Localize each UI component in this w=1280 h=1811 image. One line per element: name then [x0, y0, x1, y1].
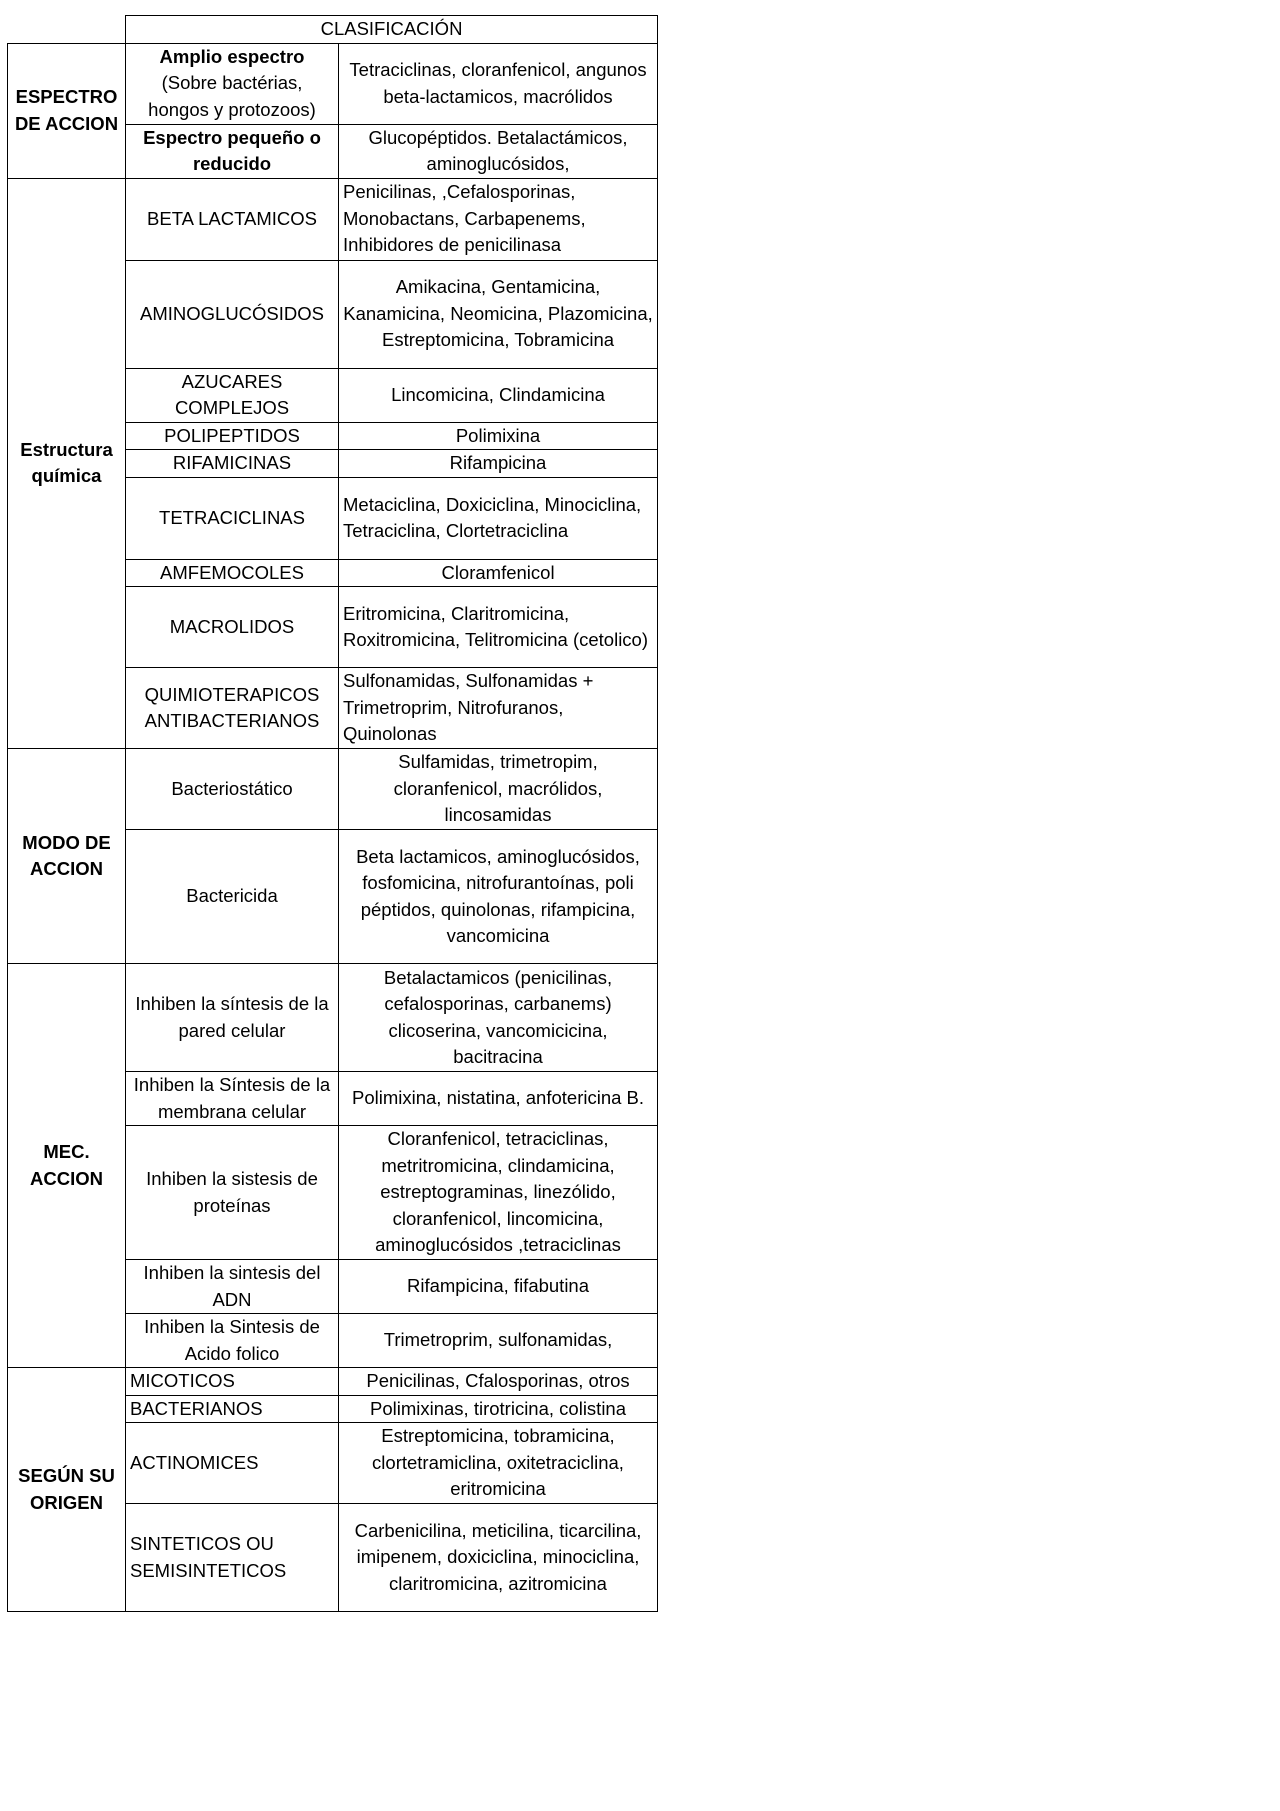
subcategory-cell: Inhiben la sistesis de proteínas: [126, 1126, 339, 1260]
table-row: [8, 749, 658, 830]
table-row: [8, 964, 658, 1072]
value-cell: Metaciclina, Doxiciclina, Minociclina, Tetraciclina, Clortetraciclina: [339, 477, 658, 559]
value-cell: Lincomicina, Clindamicina: [339, 368, 658, 422]
subcategory-cell: MACROLIDOS: [126, 587, 339, 668]
value-cell: Trimetroprim, sulfonamidas,: [339, 1314, 658, 1368]
subcategory-cell: BACTERIANOS: [126, 1395, 339, 1423]
subcategory-cell: QUIMIOTERAPICOS ANTIBACTERIANOS: [126, 668, 339, 749]
value-cell: Estreptomicina, tobramicina, clortetramiclina, oxitetraciclina, eritromicina: [339, 1423, 658, 1504]
table-row: [8, 43, 658, 124]
subcategory-cell: TETRACICLINAS: [126, 477, 339, 559]
subcategory-cell: AMFEMOCOLES: [126, 559, 339, 587]
value-cell: Betalactamicos (penicilinas, cefalosporinas, carbanems) clicoserina, vancomicicina, bacitracina: [339, 964, 658, 1072]
table-title: CLASIFICACIÓN: [126, 16, 658, 44]
table-row: [8, 1368, 658, 1396]
subcategory-cell: SINTETICOS OU SEMISINTETICOS: [126, 1504, 339, 1612]
category-modo-de-accion: MODO DE ACCION: [8, 749, 126, 964]
category-segun-su-origen: SEGÚN SU ORIGEN: [8, 1368, 126, 1612]
subcategory-cell: MICOTICOS: [126, 1368, 339, 1396]
value-cell: Tetraciclinas, cloranfenicol, angunos beta-lactamicos, macrólidos: [339, 43, 658, 124]
value-cell: Amikacina, Gentamicina, Kanamicina, Neomicina, Plazomicina, Estreptomicina, Tobramicina: [339, 260, 658, 368]
value-cell: Eritromicina, Claritromicina, Roxitromicina, Telitromicina (cetolico): [339, 587, 658, 668]
subcategory-cell: ACTINOMICES: [126, 1423, 339, 1504]
subcategory-cell: Bactericida: [126, 830, 339, 964]
value-cell: Polimixinas, tirotricina, colistina: [339, 1395, 658, 1423]
subcategory-cell: BETA LACTAMICOS: [126, 178, 339, 260]
category-mec-accion: MEC. ACCION: [8, 964, 126, 1368]
value-cell: Penicilinas, ,Cefalosporinas, Monobactans, Carbapenems, Inhibidores de penicilinasa: [339, 178, 658, 260]
subcategory-cell: Inhiben la sintesis del ADN: [126, 1260, 339, 1314]
category-espectro-de-accion: ESPECTRO DE ACCION: [8, 43, 126, 178]
value-cell: Glucopéptidos. Betalactámicos, aminoglucósidos,: [339, 124, 658, 178]
value-cell: Sulfonamidas, Sulfonamidas + Trimetroprim, Nitrofuranos, Quinolonas: [339, 668, 658, 749]
value-cell: Rifampicina, fifabutina: [339, 1260, 658, 1314]
subcategory-cell: POLIPEPTIDOS: [126, 422, 339, 450]
table-row: [8, 178, 658, 260]
subcategory-cell: Inhiben la Sintesis de Acido folico: [126, 1314, 339, 1368]
subcategory-cell: RIFAMICINAS: [126, 450, 339, 478]
value-cell: Polimixina, nistatina, anfotericina B.: [339, 1072, 658, 1126]
subcategory-cell: Inhiben la síntesis de la pared celular: [126, 964, 339, 1072]
subcategory-cell: Inhiben la Síntesis de la membrana celular: [126, 1072, 339, 1126]
value-cell: Carbenicilina, meticilina, ticarcilina, imipenem, doxiciclina, minociclina, claritromicina, azitromicina: [339, 1504, 658, 1612]
value-cell: Cloramfenicol: [339, 559, 658, 587]
classification-table: [7, 15, 658, 1612]
subcategory-note: (Sobre bactérias, hongos y protozoos): [148, 72, 316, 120]
value-cell: Rifampicina: [339, 450, 658, 478]
category-estructura-quimica: Estructura química: [8, 178, 126, 749]
subcategory-espectro-reducido: Espectro pequeño o reducido: [126, 124, 339, 178]
table-title-row: [8, 16, 658, 44]
subcategory-amplio-espectro: [126, 43, 339, 124]
subcategory-cell: Bacteriostático: [126, 749, 339, 830]
subcategory-label: Amplio espectro: [159, 45, 305, 67]
value-cell: Sulfamidas, trimetropim, cloranfenicol, macrólidos, lincosamidas: [339, 749, 658, 830]
value-cell: Cloranfenicol, tetraciclinas, metritromicina, clindamicina, estreptograminas, linezólido, cloranfenicol, lincomicina, aminoglucósidos ,tetraciclinas: [339, 1126, 658, 1260]
subcategory-cell: AZUCARES COMPLEJOS: [126, 368, 339, 422]
subcategory-cell: AMINOGLUCÓSIDOS: [126, 260, 339, 368]
value-cell: Polimixina: [339, 422, 658, 450]
value-cell: Beta lactamicos, aminoglucósidos, fosfomicina, nitrofurantoínas, poli péptidos, quinolonas, rifampicina, vancomicina: [339, 830, 658, 964]
value-cell: Penicilinas, Cfalosporinas, otros: [339, 1368, 658, 1396]
